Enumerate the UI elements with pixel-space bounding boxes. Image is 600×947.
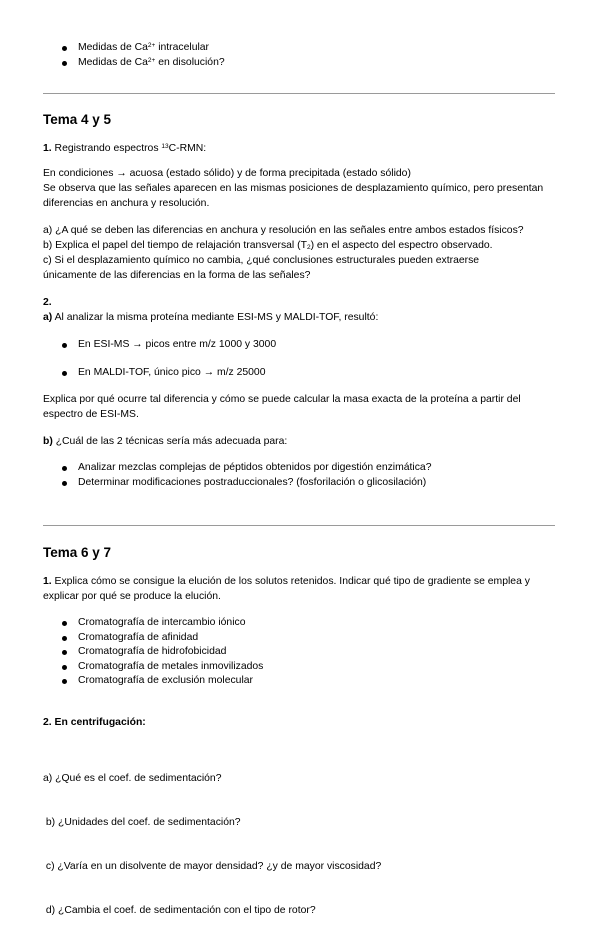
question-1c: c) Si el desplazamiento químico no cambia, ¿qué conclusiones estructurales pueden extraerse únicamente de las diferencias en la forma de las señales? (43, 255, 480, 281)
ms-results-list-1 (43, 338, 563, 353)
question-line: d) ¿Cambia el coef. de sedimentación con el tipo de rotor? (43, 904, 316, 916)
section-divider (43, 525, 555, 526)
question-1a: a) ¿A qué se deben las diferencias en anchura y resolución en las señales entre ambos estados físicos? (43, 225, 524, 236)
list-item: Cromatografía de metales inmovilizados (43, 660, 563, 675)
list-item: Medidas de $Ca^{2+}$ en disolución? (43, 56, 563, 71)
list-item: Medidas de $Ca^{2+}$ intracelular (43, 41, 563, 56)
ms-results-list-2 (43, 366, 563, 381)
question-elution: 1. Explica cómo se consigue la elución de los solutos retenidos. Indicar qué tipo de gradiente se emplea y explicar por qué se produce la elución. (43, 576, 530, 602)
list-item: Cromatografía de exclusión molecular (43, 674, 563, 689)
list-item: En ESI-MS → picos entre m/z 1000 y 3000 (43, 338, 563, 353)
list-item: Cromatografía de intercambio iónico (43, 616, 563, 631)
question-2a: a) Al analizar la misma proteína mediante ESI-MS y MALDI-TOF, resultó: (43, 312, 379, 323)
section-heading-tema-4-5: Tema 4 y 5 (43, 112, 112, 127)
list-item: Analizar mezclas complejas de péptidos obtenidos por digestión enzimática? (43, 461, 563, 476)
list-item: Determinar modificaciones postraduccionales? (fosforilación o glicosilación) (43, 476, 563, 491)
technique-list (43, 461, 563, 490)
conditions-line: En condiciones → acuosa (estado sólido) y de forma precipitada (estado sólido) (43, 168, 411, 179)
top-bullet-list (43, 41, 563, 70)
list-item: Cromatografía de hidrofobicidad (43, 645, 563, 660)
question-line: c) ¿Varía en un disolvente de mayor densidad? ¿y de mayor viscosidad? (43, 860, 382, 872)
question-2-number: 2. (43, 297, 52, 308)
question-1b: b) Explica el papel del tiempo de relajación transversal $(T_2)$ en el aspecto del espectro observado. (43, 240, 493, 251)
observation-text: Se observa que las señales aparecen en las mismas posiciones de desplazamiento químico, pero presentan diferencias en anchura y resolución. (43, 183, 544, 209)
question-1-title: 1. Registrando espectros $^{13}$C-RMN: (43, 143, 207, 154)
centrifugation-questions (43, 743, 563, 947)
question-line: a) ¿Qué es el coef. de sedimentación? (43, 773, 222, 785)
centrifugation-title: 2. En centrifugación: (43, 717, 146, 728)
question-2b: b) ¿Cuál de las 2 técnicas sería más adecuada para: (43, 436, 288, 447)
question-2-explain: Explica por qué ocurre tal diferencia y cómo se puede calcular la masa exacta de la proteína a partir del espectro de ESI-MS. (43, 394, 521, 420)
list-item: En MALDI-TOF, único pico → m/z 25000 (43, 366, 563, 381)
list-item: Cromatografía de afinidad (43, 631, 563, 646)
section-divider (43, 93, 555, 94)
section-heading-tema-6-7: Tema 6 y 7 (43, 545, 112, 560)
question-line: b) ¿Unidades del coef. de sedimentación? (43, 816, 241, 828)
chromatography-list (43, 616, 563, 689)
